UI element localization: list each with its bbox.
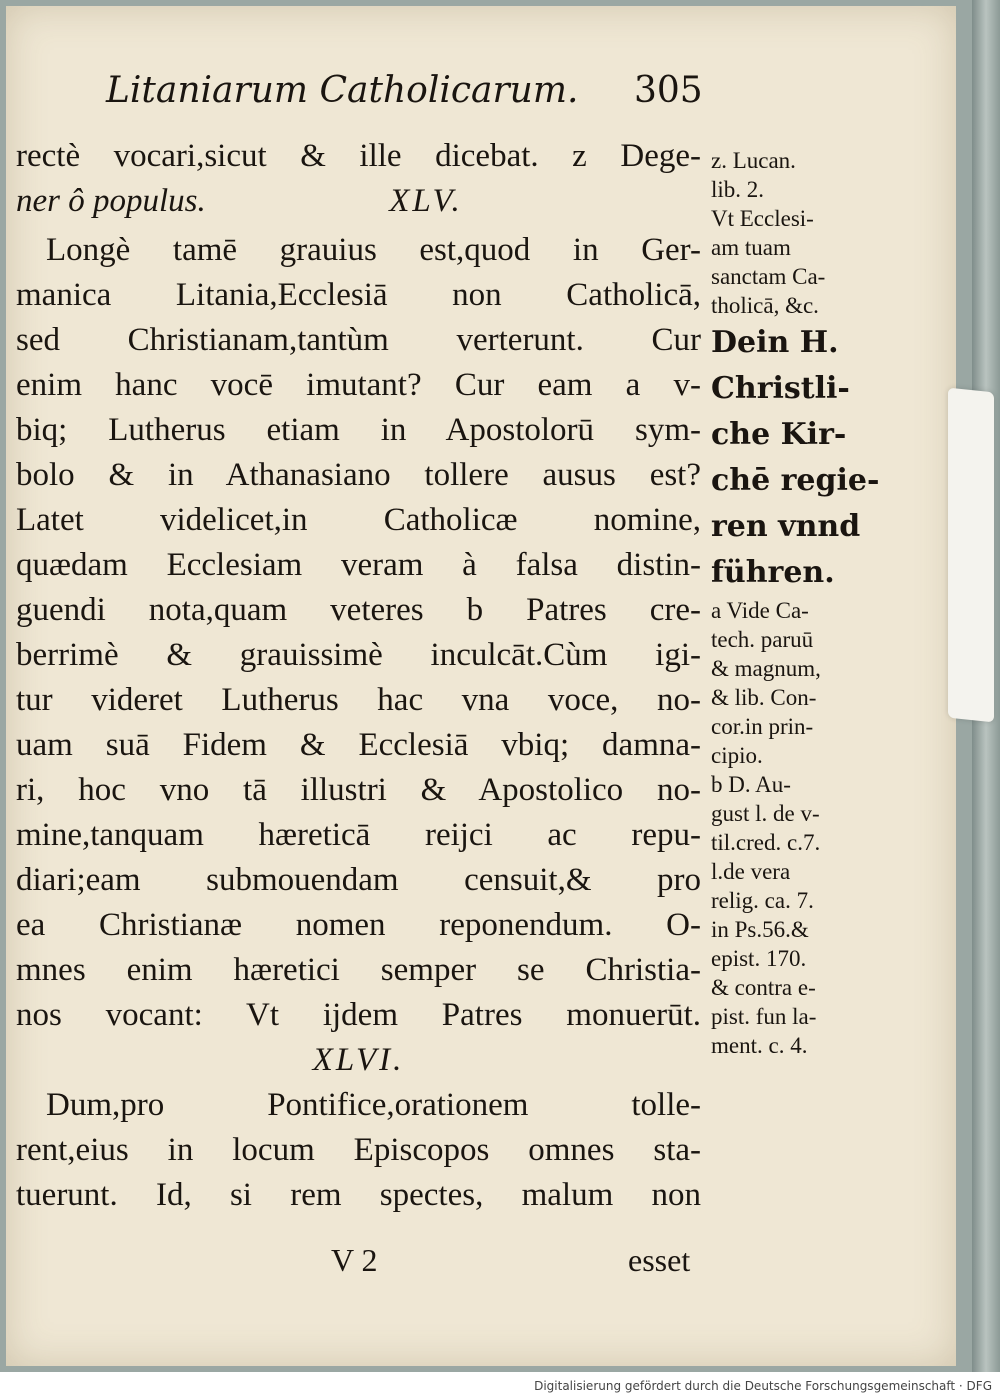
margin-note: sanctam Ca- xyxy=(711,264,826,289)
text-line: sed Christianam,tantùm verterunt. Cur xyxy=(16,322,701,358)
section-number: XLVI. xyxy=(312,1042,405,1078)
text-line: enim hanc vocē imutant? Cur eam a v- xyxy=(16,367,701,403)
main-text-column xyxy=(16,134,701,1218)
text-line: quædam Ecclesiam veram à falsa distin- xyxy=(16,547,701,583)
text-line: Latet videlicet,in Catholicæ nomine, xyxy=(16,502,701,538)
text-line: tur videret Lutherus hac vna voce, no- xyxy=(16,682,701,718)
margin-note: am tuam xyxy=(711,235,791,260)
margin-note: gust l. de v- xyxy=(711,801,820,826)
book-page xyxy=(6,6,956,1366)
running-title: Litaniarum Catholicarum. xyxy=(106,70,579,111)
margin-note: pist. fun la- xyxy=(711,1004,817,1029)
margin-note: tech. paruū xyxy=(711,627,814,652)
margin-note: lib. 2. xyxy=(711,177,765,202)
margin-note-blackletter: che Kir- xyxy=(711,417,847,452)
text-line: ea Christianæ nomen reponendum. O- xyxy=(16,907,701,943)
margin-note: tholicā, &c. xyxy=(711,293,819,318)
section-number: XLV. xyxy=(389,183,463,219)
margin-note: cipio. xyxy=(711,743,763,768)
margin-note: relig. ca. 7. xyxy=(711,888,814,913)
text-line: biq; Lutherus etiam in Apostolorū sym- xyxy=(16,412,701,448)
text-line: uam suā Fidem & Ecclesiā vbiq; damna- xyxy=(16,727,701,763)
margin-note: til.cred. c.7. xyxy=(711,830,821,855)
text-line: manica Litania,Ecclesiā non Catholicā, xyxy=(16,277,701,313)
margin-note: l.de vera xyxy=(711,859,791,884)
digitization-credit: Digitalisierung gefördert durch die Deutsche Forschungsgemeinschaft · DFG xyxy=(534,1379,992,1393)
bookmark-ribbon xyxy=(948,388,994,723)
margin-note: & contra e- xyxy=(711,975,816,1000)
text-line: mnes enim hæretici semper se Christia- xyxy=(16,952,701,988)
signature-mark: V 2 xyxy=(331,1242,378,1278)
text-line: Longè tamē grauius est,quod in Ger- xyxy=(46,232,701,268)
text-line: ri, hoc vno tā illustri & Apostolico no- xyxy=(16,772,701,808)
text-line: nos vocant: Vt ijdem Patres monuerūt. xyxy=(16,997,701,1033)
margin-note: in Ps.56.& xyxy=(711,917,809,942)
margin-note: & magnum, xyxy=(711,656,821,681)
margin-note: b D. Au- xyxy=(711,772,791,797)
text-line: rectè vocari,sicut & ille dicebat. z Dege- xyxy=(16,138,701,174)
margin-note-blackletter: chē regie- xyxy=(711,463,880,498)
text-line: berrimè & grauissimè inculcāt.Cùm igi- xyxy=(16,637,701,673)
text-line: ner ô populus. xyxy=(16,183,206,219)
margin-note: & lib. Con- xyxy=(711,685,817,710)
margin-note: a Vide Ca- xyxy=(711,598,809,623)
text-line: guendi nota,quam veteres b Patres cre- xyxy=(16,592,701,628)
margin-note: Vt Ecclesi- xyxy=(711,206,814,231)
text-line: diari;eam submouendam censuit,& pro xyxy=(16,862,701,898)
margin-note-blackletter: führen. xyxy=(711,555,835,590)
margin-note: cor.in prin- xyxy=(711,714,814,739)
margin-note: z. Lucan. xyxy=(711,148,796,173)
catchword: esset xyxy=(628,1242,691,1278)
text-line: mine,tanquam hæreticā reijci ac repu- xyxy=(16,817,701,853)
text-line: bolo & in Athanasiano tollere ausus est? xyxy=(16,457,701,493)
margin-note-blackletter: Dein H. xyxy=(711,325,839,360)
text-line: tuerunt. Id, si rem spectes, malum non xyxy=(16,1177,701,1213)
text-line: rent,eius in locum Episcopos omnes sta- xyxy=(16,1132,701,1168)
margin-note: ment. c. 4. xyxy=(711,1033,808,1058)
margin-note-blackletter: ren vnnd xyxy=(711,509,861,544)
page-number: 305 xyxy=(634,70,703,111)
margin-notes xyxy=(711,146,881,1060)
text-line: Dum,pro Pontifice,orationem tolle- xyxy=(46,1087,701,1123)
margin-note-blackletter: Christli- xyxy=(711,371,850,406)
margin-note: epist. 170. xyxy=(711,946,807,971)
